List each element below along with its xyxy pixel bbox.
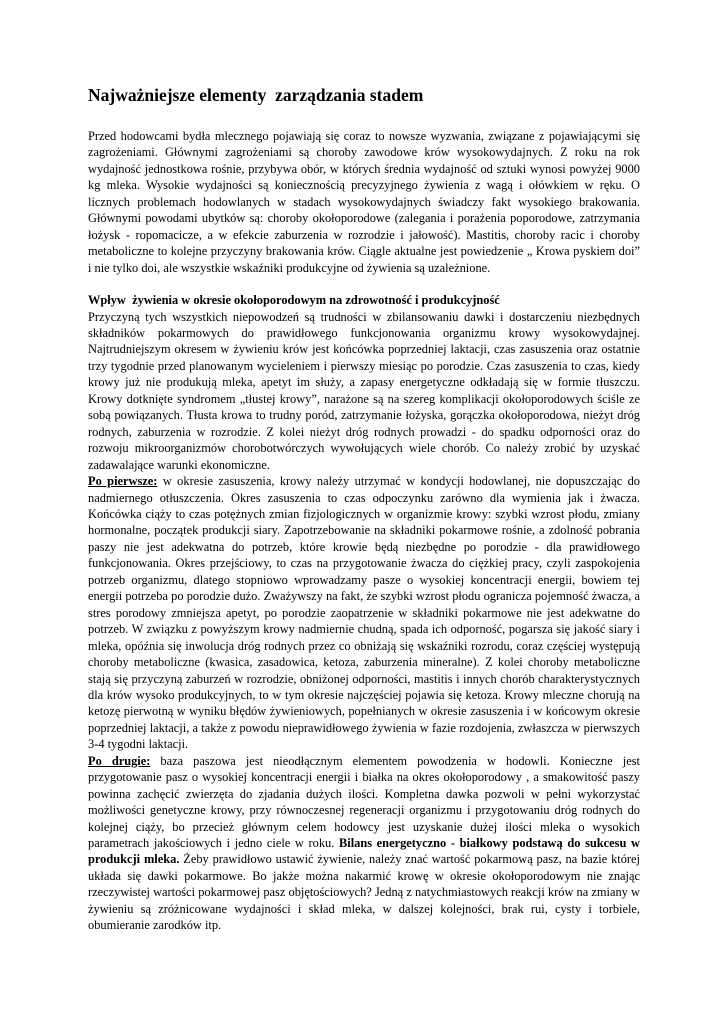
intro-paragraph: Przed hodowcami bydła mlecznego pojawiają się coraz to nowsze wyzwania, związane z pojawiającymi się zagrożeniami. Głównymi zagrożeniami są choroby zawodowe krów wysokowydajnych. Z roku na rok wydajność jednostkowa rośnie, przybywa obór, w których średnia wydajność od sztuki wynosi powyżej 9000 kg mleka. Wysokie wydajności są koniecznością precyzyjnego żywienia z wagą i ołówkiem w ręku. O licznych problemach hodowlanych w stadach wysokowydajnych świadczy fakt wysokiego brakowania. Głównymi powodami ubytków są: choroby okołoporodowe (zalegania i porażenia poporodowe, zatrzymania łożysk - ropomacicze, a w efekcie zaburzenia w rozrodzie i jałowość). Mastitis, choroby racic i choroby metaboliczne to kolejne przyczyny brakowania krów. Ciągle aktualne jest powiedzenie „ Krowa pyskiem doi” i nie tylko doi, ale wszystkie wskaźniki produkcyjne od żywienia są uzależnione. xyxy=(88,129,640,275)
first-point-label: Po pierwsze: xyxy=(88,474,158,489)
first-point-paragraph xyxy=(88,473,640,753)
second-point-label: Po drugie: xyxy=(88,753,151,768)
second-point-paragraph xyxy=(88,753,640,934)
first-point-text: w okresie zasuszenia, krowy należy utrzymać w kondycji hodowlanej, nie dopuszczając do nadmiernego otłuszczenia. Okres zasuszenia to czas odpoczynku zarówno dla wymienia jak i żwacza. Końcówka ciąży to czas potężnych zmian fizjologicznych w organizmie krowy: szybki wzrost płodu, zmiany hormonalne, początek produkcji siary. Zapotrzebowanie na składniki pokarmowe rośnie, a zdolność pobrania paszy nie jest adekwatna do potrzeb, które krowie będą niezbędne po porodzie - dla prawidłowego funkcjonowania. Okres przejściowy, to czas na przygotowanie żwacza do ciężkiej pracy, czyli zaspokojenia potrzeb organizmu, dlatego stopniowo wprowadzamy pasze o wysokiej koncentracji energii, bowiem tej energii potrzeba po porodzie dużo. Zważywszy na fakt, że szybki wzrost płodu ogranicza pojemność żwacza, a stres porodowy zmniejsza apetyt, po porodzie zaopatrzenie w składniki pokarmowe nie jest adekwatne do potrzeb. W związku z powyższym krowy nadmiernie chudną, spada ich odporność, pogarsza się jakość siary i mleka, opóźnia się inwolucja dróg rodnych przez co obniżają się wskaźniki rozrodu, coraz częściej występują choroby metaboliczne (kwasica, zasadowica, ketoza, zaburzenia mineralne). Z kolei choroby metaboliczne stają się przyczyną zaburzeń w rozrodzie, obniżonej odporności, mastitis i innych chorób charakterystycznych dla krów wysoko produkcyjnych, to w tym okresie najczęściej pojawia się ketoza. Krowy mleczne chorują na ketozę pierwotną w wyniku błędów żywieniowych, popełnianych w okresie zasuszenia i w końcowym okresie poprzedniej laktacji, a także z powodu nieprawidłowego żywienia w fazie rozdojenia, zwłaszcza w pierwszych 3-4 tygodni laktacji. xyxy=(88,474,640,752)
section-body-paragraph: Przyczyną tych wszystkich niepowodzeń są trudności w zbilansowaniu dawki i dostarczeniu niezbędnych składników pokarmowych do prawidłowego funkcjonowania organizmu krowy wysokowydajnej. Najtrudniejszym okresem w żywieniu krów jest końcówka poprzedniej laktacji, czas zasuszenia oraz ostatnie trzy tygodnie przed planowanym wycieleniem i pierwszy miesiąc po porodzie. Czas zasuszenia to czas, kiedy krowy już nie produkują mleka, apetyt im służy, a zapasy energetyczne odkładają się w formie tłuszczu. Krowy dotknięte syndromem „tłustej krowy”, narażone są na szereg komplikacji okołoporodowych ściśle ze sobą powiązanych. Tłusta krowa to trudny poród, zatrzymanie łożyska, gorączka okołoporodowa, nieżyt dróg rodnych, zaburzenia w rozrodzie. Z kolei nieżyt dróg rodnych prowadzi - do spadku odporności oraz do rozwoju mikroorganizmów chorobotwórczych wywołujących wiele chorób. Co należy zrobić by uzyskać zadawalające warunki ekonomiczne. xyxy=(88,309,640,472)
paragraph-gap xyxy=(88,276,640,292)
document-title: Najważniejsze elementy zarządzania stadem xyxy=(88,85,424,105)
document-page xyxy=(88,84,640,934)
section-heading: Wpływ żywienia w okresie okołoporodowym na zdrowotność i produkcyjność xyxy=(88,293,500,308)
second-point-bold-statement: Bilans energetyczno - białkowy podstawą do sukcesu w produkcji mleka. xyxy=(88,836,640,867)
second-point-text: baza paszowa jest nieodłącznym elementem powodzenia w hodowli. Konieczne jest przygotowanie pasz o wysokiej koncentracji energii i białka na okres okołoporodowy , a smakowitość paszy powinna zachęcić zwierzęta do zjadania dużych ilości. Kompletna dawka pozwoli w pełni wykorzystać możliwości genetyczne krowy, przy równoczesnej regeneracji organizmu i przygotowaniu dróg rodnych do kolejnej ciąży, bo przecież głównym celem hodowcy jest uzyskanie dużej ilości mleka o wysokich parametrach jakościowych i jedno ciele w roku. xyxy=(88,753,640,851)
second-point-tail-text: Żeby prawidłowo ustawić żywienie, należy znać wartość pokarmową pasz, na bazie której układa się dawki pokarmowe. Bo jakże można nakarmić krowę w okresie okołoporodowym nie znając rzeczywistej wartości pokarmowej pasz objętościowych? Jedną z natychmiastowych reakcji krów na zmiany w żywieniu są zróżnicowane wydajności i skład mleka, w dalszej kolejności, brak rui, cysty i torbiele, obumieranie zarodków itp. xyxy=(88,852,640,933)
